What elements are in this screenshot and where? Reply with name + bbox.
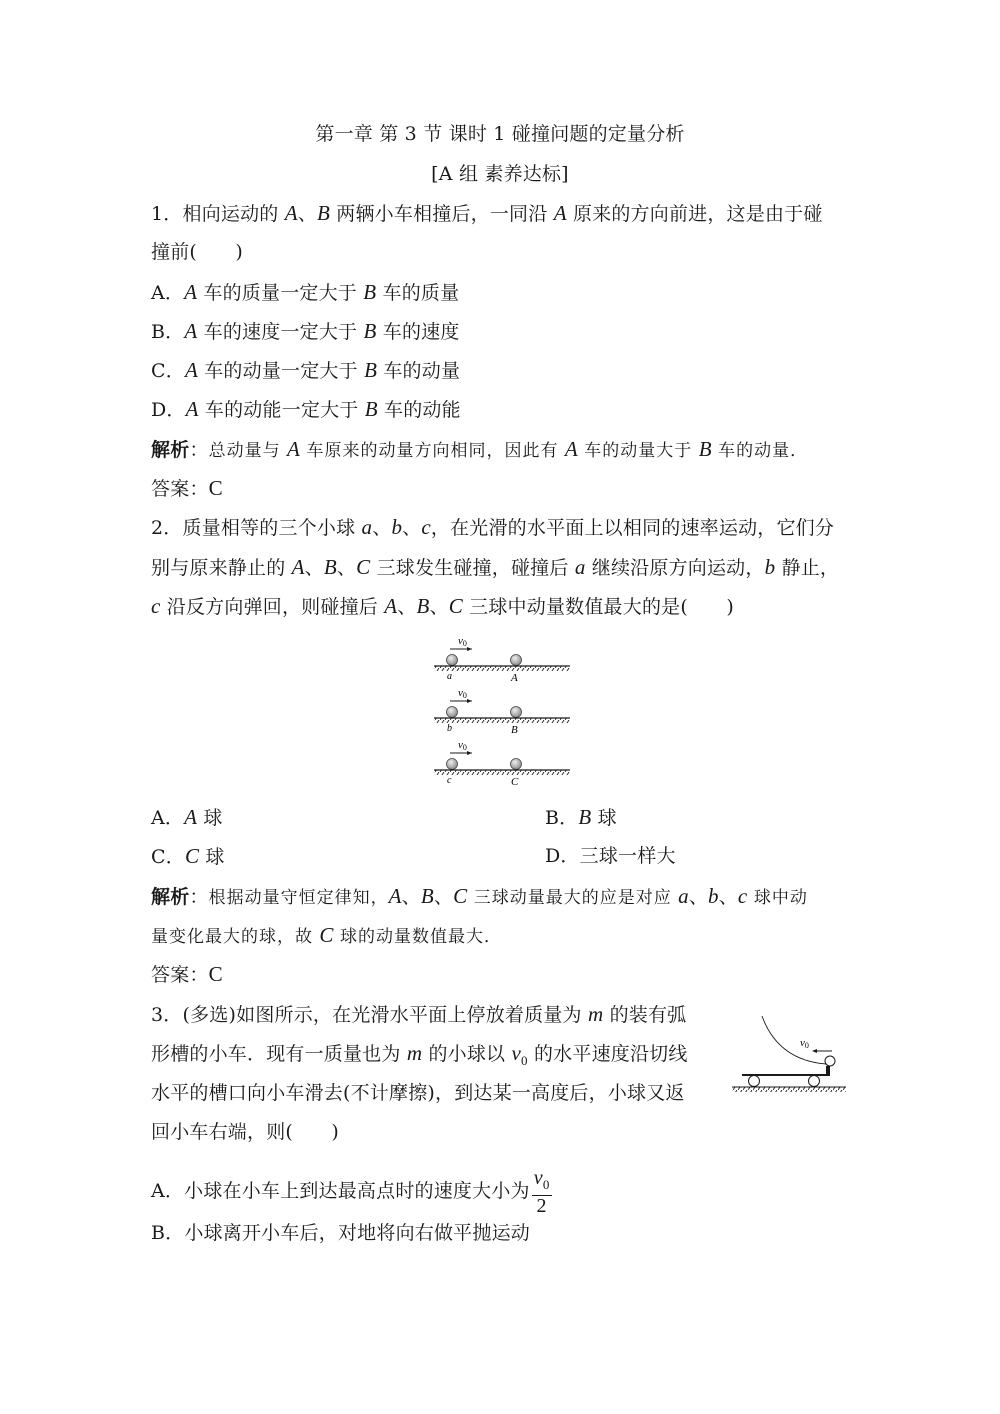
var: a [678,884,689,908]
q3-option-a [151,1168,552,1216]
text: 车的速度 [376,321,460,343]
text: 、 [688,886,709,908]
text: 继续沿原方向运动， [585,557,765,579]
ground-hatch [732,1087,846,1092]
text: 、 [402,517,422,539]
section-heading: [A 组 素养达标] [431,163,569,185]
ball-label: c [447,775,452,786]
ball-moving [447,655,458,666]
text: 、 [433,886,454,908]
text: 球 [591,807,617,829]
analysis-label: 解析 [151,886,190,908]
text: 车的质量一定大于 [197,282,364,304]
subscript: 0 [521,1052,528,1068]
text: 车的动能 [377,399,461,421]
text: 的小球以 [422,1043,512,1065]
ground-hatch [434,718,570,723]
ball-still [511,707,522,718]
var: C [448,594,463,618]
var: A [291,555,305,579]
var: B [364,397,378,421]
figure-row-c [434,739,570,788]
var: A [284,201,298,225]
var: B [316,201,330,225]
text: 、 [401,886,421,908]
text: 2．质量相等的三个小球 [151,517,362,539]
answer-value: C [208,962,223,986]
var: B [323,555,337,579]
ball-still [511,759,522,770]
text: ： [189,439,209,461]
ground-hatch [434,666,570,671]
text: 球 [197,807,223,829]
text: 车的动能一定大于 [198,399,365,421]
var: m [406,1041,423,1065]
var: B [416,594,430,618]
q1-stem-line2: 撞前( ) [151,241,244,263]
text: 车的速度一定大于 [197,321,364,343]
q2-stem-line2 [151,553,839,582]
arrowhead-icon [812,1049,817,1053]
q2-option-c [151,842,225,871]
var: b [708,884,719,908]
var: B [698,437,712,461]
text: 球中动 [747,888,808,908]
figure-row-a [434,635,570,684]
var: c [737,884,748,908]
velocity-label: v0 [458,687,467,700]
option-label: A． [151,1180,185,1202]
cart-body [742,1066,830,1076]
text: 原来的方向前进，这是由于碰 [566,203,823,225]
ball [825,1056,835,1066]
q1-analysis [151,435,808,465]
arc-groove [762,1016,826,1064]
option-label: A． [151,282,185,304]
var: A [564,437,578,461]
text: 沿反方向弹回，则碰撞后 [160,596,385,618]
q1-option-d [151,395,461,424]
var: c [151,594,161,618]
velocity-label: v0 [800,1037,809,1050]
text: 的装有弧 [603,1004,687,1026]
text: 车原来的动量方向相同，因此有 [300,441,565,461]
var: A [184,358,198,382]
text: 车的动量 [377,360,461,382]
ball-label: b [447,723,452,734]
var: a [574,555,586,579]
q1-option-a [151,278,459,307]
arrowhead-icon [467,699,472,703]
var: B [420,884,434,908]
cart-wheel [749,1076,760,1087]
var: A [388,884,402,908]
var: b [391,515,403,539]
text: ，在光滑的水平面上以相同的速率运动，它们分 [430,517,835,539]
ball-label: C [511,776,519,788]
text: 、 [718,886,738,908]
text: 、 [429,596,449,618]
arrowhead-icon [467,751,472,755]
q2-analysis-line1 [151,882,808,912]
var: v [511,1041,522,1065]
text: 、 [336,557,357,579]
q2-stem-line1 [151,513,834,542]
velocity-label: v0 [458,635,467,648]
var: A [185,397,199,421]
q2-collision-figure [430,632,575,792]
cart-wheel [809,1076,820,1087]
option-label: A． [151,807,185,829]
q1-answer [151,474,223,503]
text: 根据动量守恒定律知， [208,888,389,908]
var: m [587,1002,604,1026]
answer-label: 答案： [151,964,209,986]
text: 三球发生碰撞，碰撞后 [370,557,575,579]
var: C [319,923,334,947]
arrowhead-icon [467,647,472,651]
option-label: B． [151,321,185,343]
analysis-label: 解析 [151,439,190,461]
text: 车的动量一定大于 [197,360,365,382]
text: 小球离开小车后，对地将向右做平抛运动 [184,1222,530,1244]
option-label: C． [151,846,185,868]
text: 别与原来静止的 [151,557,292,579]
q3-cart-figure [728,1012,850,1092]
var: C [356,555,371,579]
option-label: D． [545,845,580,867]
ground-hatch [434,770,570,775]
option-label: D． [151,399,186,421]
text: ： [189,886,209,908]
q2-option-b [545,803,617,832]
option-label: B． [151,1222,185,1244]
text: 三球中动量数值最大的是( ) [462,596,734,618]
q1-stem-line1 [151,199,823,228]
text: 、 [372,517,392,539]
ball-label: B [511,724,518,736]
answer-label: 答案： [151,478,209,500]
q2-option-a [151,803,223,832]
q2-stem-line3 [151,592,734,621]
fraction-numerator: $v_0$ [532,1168,552,1196]
text: 静止， [775,557,840,579]
velocity-label: v0 [458,739,467,752]
text: 1．相向运动的 [151,203,285,225]
var: B [364,358,378,382]
var: A [184,280,198,304]
text: 、 [304,557,324,579]
text: 、 [297,203,317,225]
var: B [578,805,592,829]
var: A [287,437,301,461]
var: A [184,319,198,343]
ball-moving [447,759,458,770]
text: 总动量与 [208,441,288,461]
var: b [764,555,776,579]
q1-option-c [151,356,460,385]
q3-stem-line3: 水平的槽口向小车滑去(不计摩擦)，到达某一高度后，小球又返 [151,1082,685,1104]
var: B [363,280,377,304]
text: 三球动量最大的应是对应 [467,888,679,908]
text: 球的动量数值最大． [333,927,503,947]
text: 、 [397,596,417,618]
q3-stem-line4: 回小车右端，则( ) [151,1121,340,1143]
text: 两辆小车相撞后，一同沿 [330,203,554,225]
q2-analysis-line2 [151,921,502,951]
figure-row-b [434,687,570,736]
fraction [532,1168,552,1216]
ball-label: a [447,671,452,682]
ball-moving [447,707,458,718]
text: 形槽的小车．现有一质量也为 [151,1043,407,1065]
q2-option-d [545,842,676,870]
var: A [384,594,398,618]
q2-answer [151,960,223,989]
option-label: C． [151,360,185,382]
option-label: B． [545,807,579,829]
text: 车的动量大于 [577,441,699,461]
fraction-denominator: 2 [536,1195,547,1217]
var: C [453,884,468,908]
ball-still [511,655,522,666]
q3-stem-line1 [151,1000,686,1029]
answer-value: C [208,476,223,500]
var: c [421,515,431,539]
text: 车的质量 [376,282,460,304]
ball-label: A [511,672,518,684]
q1-option-b [151,317,460,346]
var: a [361,515,373,539]
text: 3．(多选)如图所示，在光滑水平面上停放着质量为 [151,1004,588,1026]
text: 小球在小车上到达最高点时的速度大小为 [184,1180,530,1202]
q3-option-b [151,1219,530,1247]
var: A [184,805,198,829]
var: C [184,844,200,868]
text: 的水平速度沿切线 [527,1043,688,1065]
text: 量变化最大的球，故 [151,927,320,947]
text: 车的动量． [711,441,809,461]
text: 球 [199,846,225,868]
text: 三球一样大 [579,845,676,867]
var: A [553,201,567,225]
var: B [363,319,377,343]
q3-stem-line2 [151,1039,688,1075]
page-title: 第一章 第 3 节 课时 1 碰撞问题的定量分析 [315,123,685,145]
